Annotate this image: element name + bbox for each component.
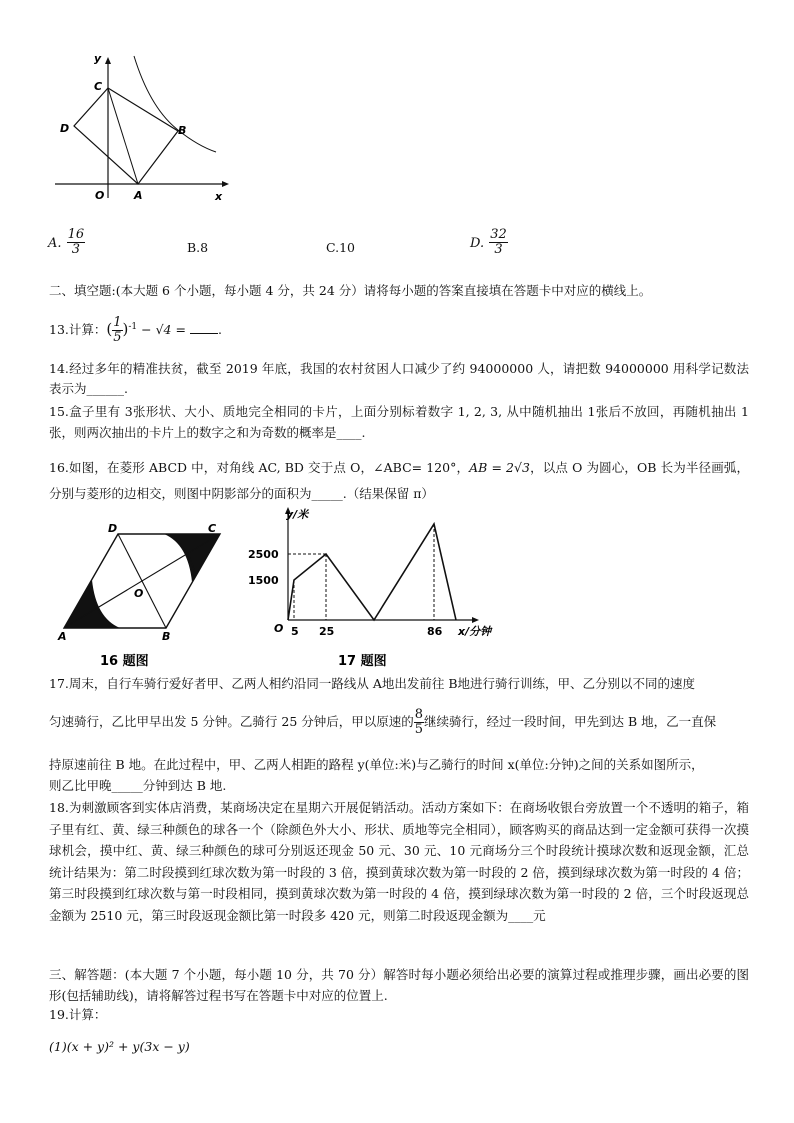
option-d-label: D. bbox=[470, 236, 485, 251]
q13-fraction bbox=[112, 316, 122, 345]
option-b-text: 8 bbox=[200, 240, 209, 255]
q16 bbox=[49, 455, 749, 507]
option-a-num: 16 bbox=[67, 227, 85, 242]
q13-blank bbox=[190, 333, 218, 334]
coordinate-figure bbox=[50, 48, 240, 208]
chart-series-line bbox=[288, 524, 456, 620]
fig16-label-c: C bbox=[208, 522, 217, 535]
chart-xtick-25: 25 bbox=[319, 625, 335, 638]
q15: 15.盒子里有 3张形状、大小、质地完全相同的卡片，上面分别标着数字 1, 2, 3, 从中随机抽出 1张后不放回，再随机抽出 1张，则两次抽出的卡片上的数字之和为奇数的概率是____. bbox=[49, 404, 749, 440]
chart-x-arrow bbox=[472, 617, 479, 623]
q12-option-a bbox=[48, 228, 85, 257]
q17-line2a: 匀速骑行，乙比甲早出发 5 分钟。乙骑行 25 分钟后，甲以原速的 bbox=[49, 714, 414, 729]
q17-frac-num: 8 bbox=[414, 707, 424, 722]
section2-heading: 二、填空题:(本大题 6 个小题，每小题 4 分，共 24 分）请将每小题的答案直接填在答题卡中对应的横线上。 bbox=[49, 283, 652, 298]
chart-title: 17 题图 bbox=[338, 654, 387, 669]
q12-option-c bbox=[326, 240, 355, 256]
q17-line3: 持原速前往 B 地。在此过程中，甲、乙两人相距的路程 y(单位:米)与乙骑行的时间 x(单位:分钟)之间的关系如图所示， bbox=[49, 757, 704, 772]
y-axis-arrow bbox=[105, 57, 111, 64]
q13: 13.计算：( $\frac{1}{5}$ )$^{-1}$ − √4 = . bbox=[49, 315, 222, 345]
rhombus-figure bbox=[50, 520, 235, 670]
option-d-fraction bbox=[489, 228, 508, 257]
fig16-label-d: D bbox=[108, 522, 118, 535]
q12-option-b bbox=[187, 240, 208, 256]
q16-part1: 16.如图，在菱形 ABCD 中，对角线 AC, BD 交于点 O，∠ABC= 120°， bbox=[49, 460, 470, 475]
q13-power: -1 bbox=[128, 321, 138, 332]
label-a: A bbox=[134, 189, 143, 202]
q16-part2: ，以点 O 为圆心，OB 长为半径画弧，分别与菱形的边相交，则图中阴影部分的面积为_____.（结果保留 π） bbox=[49, 460, 749, 501]
diagonal-bd bbox=[118, 534, 166, 628]
q13-suffix: . bbox=[217, 322, 222, 337]
q16-math: AB = 2√3 bbox=[469, 460, 530, 475]
option-c-text: 10 bbox=[339, 240, 355, 255]
square-abcd bbox=[74, 88, 178, 184]
q19-part1: (1)(x + y)² + y(3x − y) bbox=[49, 1039, 190, 1054]
option-a-fraction bbox=[67, 228, 86, 257]
option-a-label: A. bbox=[48, 236, 62, 251]
q14: 14.经过多年的精准扶贫，截至 2019 年底，我国的农村贫困人口减少了约 94000000 人，请把数 94000000 用科学记数法表示为______. bbox=[49, 361, 749, 396]
q17-line2b: 继续骑行，经过一段时间，甲先到达 B 地，乙一直保 bbox=[424, 714, 717, 729]
label-b: B bbox=[178, 124, 187, 137]
q12-option-d bbox=[470, 228, 508, 257]
q17-fraction bbox=[414, 708, 424, 737]
chart-xtick-86: 86 bbox=[427, 625, 443, 638]
label-y: y bbox=[94, 52, 102, 65]
option-b-label: B. bbox=[187, 240, 201, 255]
q17-line4: 则乙比甲晚_____分钟到达 B 地. bbox=[49, 778, 227, 793]
option-d-num: 32 bbox=[490, 227, 507, 242]
label-origin: O bbox=[95, 189, 105, 202]
shaded-region-a bbox=[64, 580, 120, 628]
option-d-den: 3 bbox=[494, 242, 503, 257]
fig16-label-a: A bbox=[58, 630, 67, 643]
q13-prefix: 13.计算： bbox=[49, 322, 107, 337]
chart-xlabel: x/分钟 bbox=[458, 625, 492, 638]
chart-ylabel: y/米 bbox=[286, 508, 309, 521]
chart-xtick-5: 5 bbox=[291, 625, 299, 638]
q13-frac-den: 5 bbox=[113, 330, 122, 345]
label-c: C bbox=[94, 80, 103, 93]
hyperbola-curve bbox=[134, 56, 216, 152]
fig16-caption: 16 题图 bbox=[100, 654, 149, 669]
fig16-label-o: O bbox=[134, 587, 144, 600]
chart-origin: O bbox=[274, 622, 284, 635]
option-c-label: C. bbox=[326, 240, 340, 255]
x-axis-arrow bbox=[222, 181, 229, 187]
q17-frac-den: 5 bbox=[414, 722, 424, 737]
q17-line1: 17.周末，自行车骑行爱好者甲、乙两人相约沿同一路线从 A地出发前往 B地进行骑行训练，甲、乙分别以不同的速度 bbox=[49, 676, 696, 691]
fig16-label-b: B bbox=[162, 630, 171, 643]
q17-line2 bbox=[49, 708, 716, 737]
chart-ytick-2500: 2500 bbox=[248, 548, 279, 561]
chart-ytick-1500: 1500 bbox=[248, 574, 279, 587]
label-x: x bbox=[215, 190, 223, 203]
q19-title: 19.计算： bbox=[49, 1007, 107, 1022]
distance-time-chart bbox=[242, 506, 522, 672]
option-a-den: 3 bbox=[71, 242, 81, 257]
shaded-region-c bbox=[164, 534, 220, 582]
section3-heading: 三、解答题：(本大题 7 个小题，每小题 10 分，共 70 分）解答时每小题必须给出必要的演算过程或推理步骤，画出必要的图形(包括辅助线)，请将解答过程书写在答题卡中对应的位置上. bbox=[49, 967, 749, 1003]
q13-frac-num: 1 bbox=[113, 315, 122, 330]
q13-middle: − √4 = bbox=[137, 322, 190, 337]
q18: 18.为刺激顾客到实体店消费，某商场决定在星期六开展促销活动。活动方案如下：在商场收银台旁放置一个不透明的箱子，箱子里有红、黄、绿三种颜色的球各一个（除颜色外大小、形状、质地等完全相同），顾客购买的商品达到一定金额可获得一次摸球机会，摸中红、黄、绿三种颜色的球可分别返还现金 50 元、30 元、10 元商场分三个时段统计摸球次数和返现金额，汇总统计结果为：第二时段摸到红球次数为第一时段的 3 倍，摸到黄球次数为第一时段的 2 倍，摸到绿球次数为第一时段的 4 倍；第三时段摸到红球次数与第一时段相同，摸到黄球次数为第一时段的 4 倍，摸到绿球次数为第一时段的 2 倍，三个时段返现总金额为 2510 元，第三时段返现金额比第一时段多 420 元，则第二时段返现金额为____元 bbox=[49, 800, 749, 923]
label-d: D bbox=[60, 122, 70, 135]
